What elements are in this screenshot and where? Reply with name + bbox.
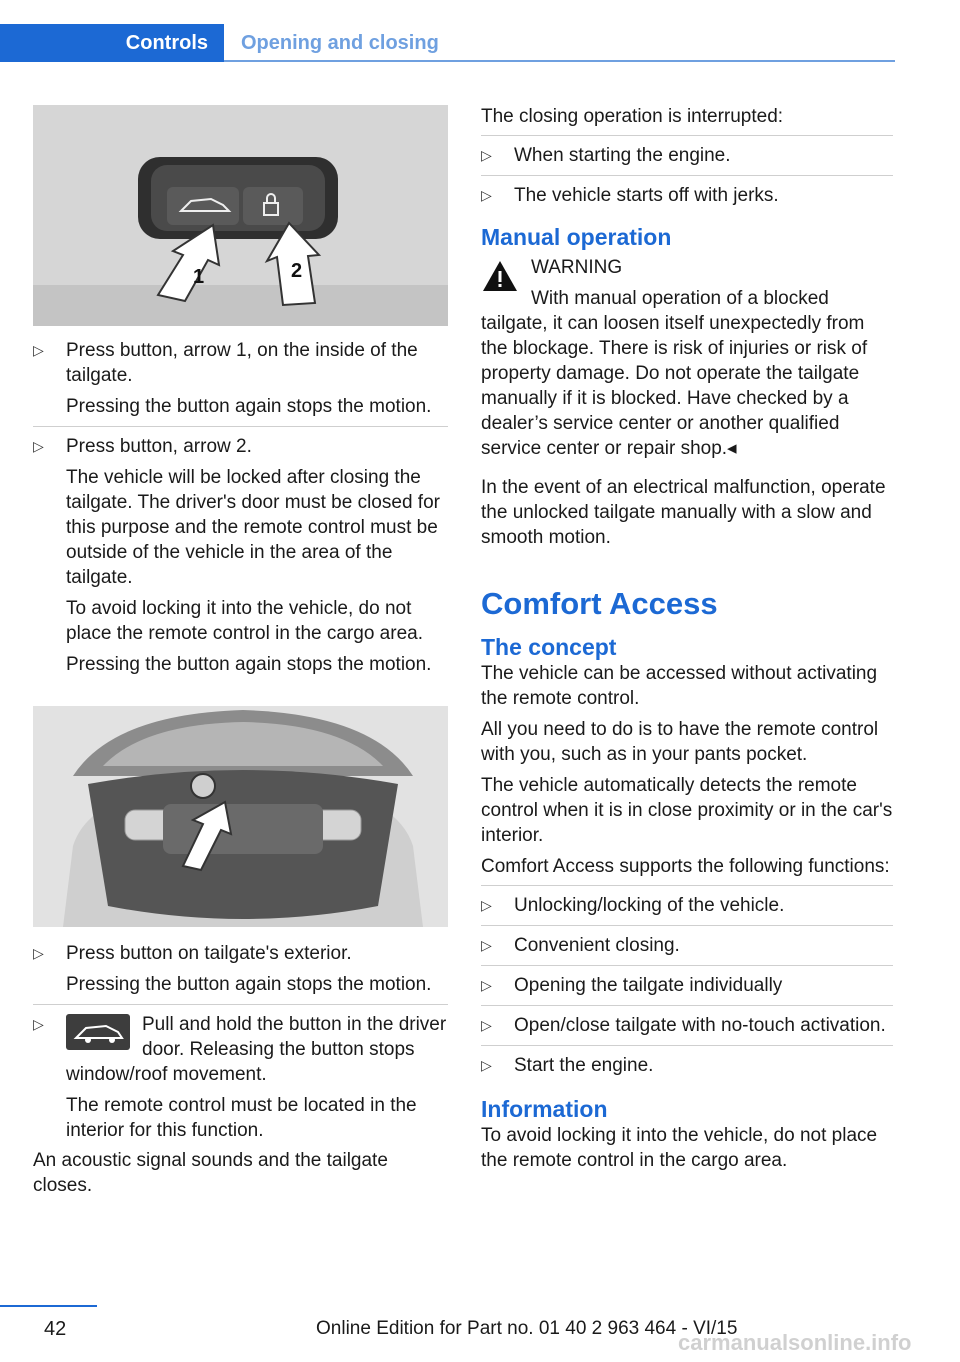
closing-text: An acoustic signal sounds and the tailgate closes.: [33, 1150, 388, 1196]
item-text: Convenient closing.: [514, 935, 680, 956]
triangle-bullet-icon: ▷: [481, 187, 492, 203]
triangle-bullet-icon: ▷: [481, 1057, 492, 1073]
list-item: [481, 183, 893, 208]
left-column: [33, 100, 448, 1198]
divider: [481, 925, 893, 926]
arrow-label-2: 2: [291, 260, 303, 282]
item-text: Pressing the button again stops the motion.: [66, 974, 432, 995]
figure-interior-tailgate-buttons: [33, 105, 448, 326]
divider: [481, 135, 893, 136]
triangle-bullet-icon: ▷: [33, 945, 44, 961]
triangle-bullet-icon: ▷: [33, 342, 44, 358]
list-item: [33, 941, 448, 997]
comfort-access-heading: Comfort Access: [481, 586, 718, 621]
item-text: The vehicle will be locked after closing the tailgate. The driver's door must be closed for this purpose and the remote control must be outside of the vehicle in the area of the tailgate.: [66, 467, 440, 588]
malfunction-text: In the event of an electrical malfunction, operate the unlocked tailgate manually with a slow and smooth motion.: [481, 477, 886, 548]
manual-operation-heading: Manual operation: [481, 224, 672, 250]
warning-label: WARNING: [531, 257, 623, 278]
list-item: [33, 434, 448, 677]
item-text: When starting the engine.: [514, 145, 731, 166]
warning-text: With manual operation of a blocked tailgate, it can loosen itself unexpectedly from the blockage. There is risk of injuries or risk of property damage. Do not operate the tailgate manually if it is blocked. Have checked by a dealer’s service center or another qualified service center or repair shop.◂: [481, 288, 868, 459]
item-text: Pressing the button again stops the motion.: [66, 654, 432, 675]
tailgate-button-icon: [66, 1014, 130, 1050]
item-text: To avoid locking it into the vehicle, do not place the remote control in the cargo area.: [66, 598, 423, 644]
page-number: 42: [44, 1318, 67, 1340]
page-header: [0, 24, 895, 62]
warning-block: [481, 255, 893, 461]
triangle-bullet-icon: ▷: [33, 1016, 44, 1032]
divider: [481, 1045, 893, 1046]
edition-note: Online Edition for Part no. 01 40 2 963 464 - VI/15: [316, 1318, 738, 1339]
divider: [33, 1004, 448, 1005]
figure-tailgate-exterior: [33, 706, 448, 927]
item-text: Unlocking/locking of the vehicle.: [514, 895, 785, 916]
list-item: [33, 338, 448, 419]
footer-rule: [0, 1305, 97, 1307]
interrupted-intro: The closing operation is interrupted:: [481, 106, 784, 127]
item-text: Press button on tailgate's exterior.: [66, 943, 352, 964]
divider: [481, 1005, 893, 1006]
list-item: [481, 1053, 893, 1078]
triangle-bullet-icon: ▷: [481, 937, 492, 953]
concept-para: The vehicle can be accessed without activating the remote control.: [481, 663, 878, 709]
list-item: [481, 1013, 893, 1038]
item-text: Press button, arrow 2.: [66, 436, 252, 457]
triangle-bullet-icon: ▷: [481, 897, 492, 913]
right-column: [481, 100, 893, 1173]
divider: [481, 885, 893, 886]
triangle-bullet-icon: ▷: [481, 147, 492, 163]
item-text: Opening the tailgate individually: [514, 975, 783, 996]
concept-para: Comfort Access supports the following functions:: [481, 856, 890, 877]
section-title: Opening and closing: [241, 32, 439, 54]
header-rule: [224, 60, 895, 62]
triangle-bullet-icon: ▷: [481, 977, 492, 993]
list-item: [481, 973, 893, 998]
arrow-label-1: 1: [193, 266, 205, 288]
item-text: Start the engine.: [514, 1055, 654, 1076]
list-item: [33, 1012, 448, 1143]
triangle-bullet-icon: ▷: [481, 1017, 492, 1033]
item-text: The vehicle starts off with jerks.: [514, 185, 779, 206]
triangle-bullet-icon: ▷: [33, 438, 44, 454]
list-item: [481, 893, 893, 918]
item-text: Open/close tailgate with no-touch activation.: [514, 1015, 886, 1036]
item-text: Press button, arrow 1, on the inside of the tailgate.: [66, 340, 418, 386]
concept-para: The vehicle automatically detects the remote control when it is in close proximity or in the car's interior.: [481, 775, 893, 846]
list-item: [481, 143, 893, 168]
item-text: The remote control must be located in the interior for this function.: [66, 1095, 417, 1141]
chapter-tab: [0, 24, 224, 62]
warning-icon: [481, 258, 519, 294]
concept-para: All you need to do is to have the remote control with you, such as in your pants pocket.: [481, 719, 879, 765]
information-text: To avoid locking it into the vehicle, do not place the remote control in the cargo area.: [481, 1125, 878, 1171]
divider: [33, 426, 448, 427]
divider: [481, 175, 893, 176]
item-text: Pull and hold the button in the driver door. Releasing the button stops window/roof movement.: [66, 1014, 447, 1085]
chapter-title: Controls: [125, 32, 208, 54]
item-text: Pressing the button again stops the motion.: [66, 396, 432, 417]
divider: [481, 965, 893, 966]
list-item: [481, 933, 893, 958]
concept-heading: The concept: [481, 634, 617, 660]
watermark: carmanualsonline.info: [678, 1330, 912, 1355]
information-heading: Information: [481, 1096, 608, 1122]
